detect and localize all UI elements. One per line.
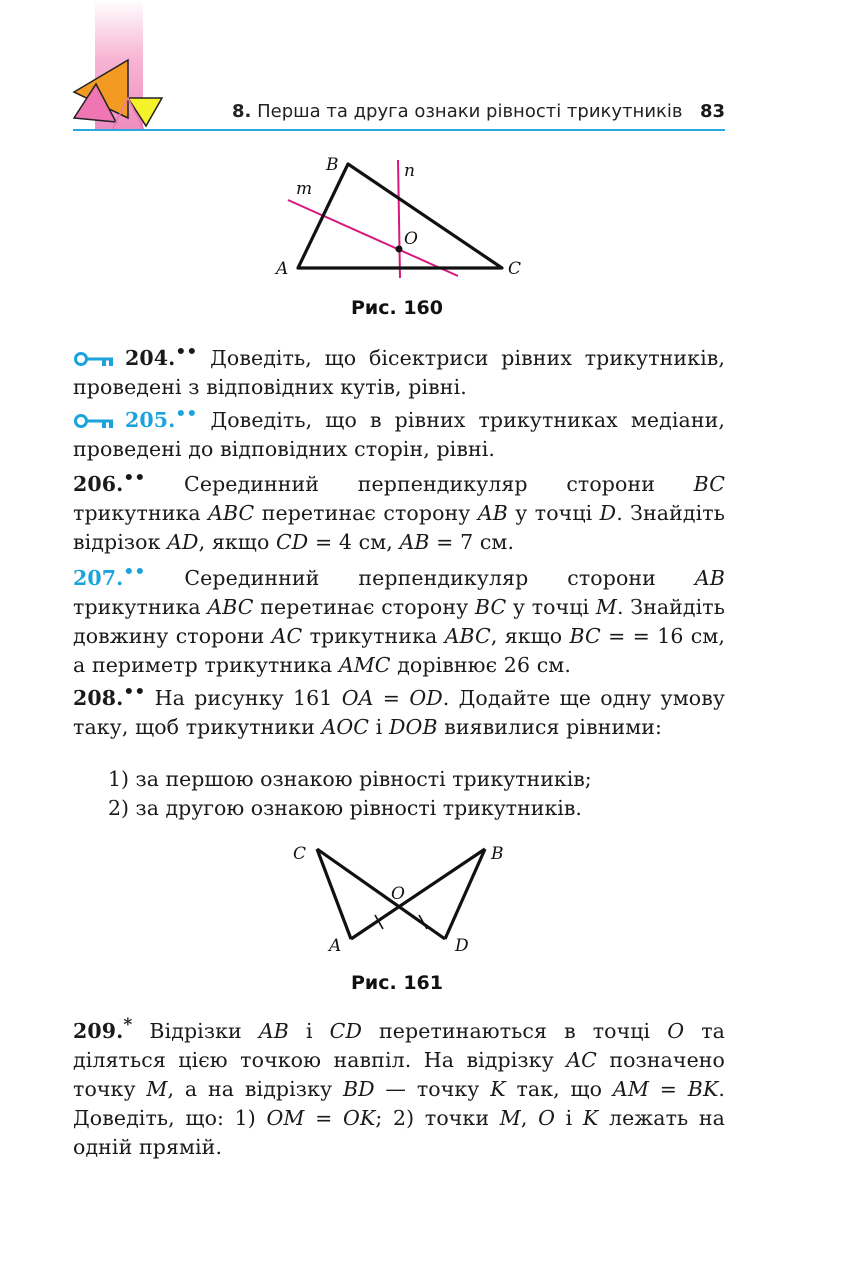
figure-160 xyxy=(270,150,540,290)
fig161-label-b: B xyxy=(491,844,504,864)
problem-number: 204. xyxy=(125,345,176,370)
page-number: 83 xyxy=(700,101,726,122)
figure-160-caption: Рис. 160 xyxy=(351,297,443,319)
problem-208: 208.•• На рисунку 161 OA = OD. Додайте ще одну умову таку, щоб трикутники AOC і DOB виявилися рівними: xyxy=(73,682,726,739)
fig160-label-c: C xyxy=(508,259,522,279)
problem-207: 207.•• Серединний перпендикуляр сторони AB трикутника ABC перетинає сторону BC у точці M. Знайдіть довжину сторони AC трикутника ABC, якщо BC = = 16 см, а периметр трикутника AMC дорівнює 26 см. xyxy=(73,562,725,677)
header-rule xyxy=(73,129,725,131)
problem-208-item-1: 1) за першою ознакою рівності трикутників; xyxy=(108,767,592,791)
problem-number: 207. xyxy=(73,565,124,590)
fig160-label-o: O xyxy=(404,229,418,249)
problem-text: Доведіть, що бісектриси рівних трикутників, проведені з відповідних кутів, рівні. xyxy=(73,345,725,399)
figure-161-caption: Рис. 161 xyxy=(351,972,443,994)
key-icon xyxy=(73,413,115,429)
fig160-label-a: A xyxy=(276,259,289,279)
problem-number: 208. xyxy=(73,685,124,710)
problem-209: 209.* Відрізки AB і CD перетинаються в точці O та діляться цією точкою навпіл. На відрізку AC позначено точку M, а на відрізку BD — точку K так, що AM = BK. Доведіть, що: 1) OM = OK; 2) точки M, O і K лежать на одній прямій. xyxy=(73,1015,726,1159)
problem-number: 205. xyxy=(125,407,176,432)
fig160-label-b: B xyxy=(326,155,339,175)
problem-206: 206.•• Серединний перпендикуляр сторони BC трикутника ABC перетинає сторону AB у точці D. Знайдіть відрізок AD, якщо CD = 4 см, AB = 7 см. xyxy=(73,468,725,554)
problem-208-item-2: 2) за другою ознакою рівності трикутників. xyxy=(108,796,582,820)
fig161-label-a: A xyxy=(329,936,342,956)
running-header: 8. Перша та друга ознаки рівності трикутників xyxy=(232,101,683,122)
problem-text: Доведіть, що в рівних трикутниках медіани, проведені до відповідних сторін, рівні. xyxy=(73,407,726,461)
fig161-label-o: O xyxy=(391,884,405,904)
fig160-label-m: m xyxy=(296,179,313,199)
problem-205: 205.•• Доведіть, що в рівних трикутниках медіани, проведені до відповідних сторін, рівні. xyxy=(73,404,726,461)
fig160-label-n: n xyxy=(404,161,415,181)
fig161-label-d: D xyxy=(455,936,469,956)
problem-number: 209. xyxy=(73,1018,124,1043)
chapter-logo-icon xyxy=(70,58,170,134)
problem-number: 206. xyxy=(73,471,124,496)
key-icon xyxy=(73,351,115,367)
problem-204: 204.•• Доведіть, що бісектриси рівних трикутників, проведені з відповідних кутів, рівні. xyxy=(73,342,725,399)
fig161-label-c: C xyxy=(293,844,307,864)
figure-161 xyxy=(285,835,525,965)
